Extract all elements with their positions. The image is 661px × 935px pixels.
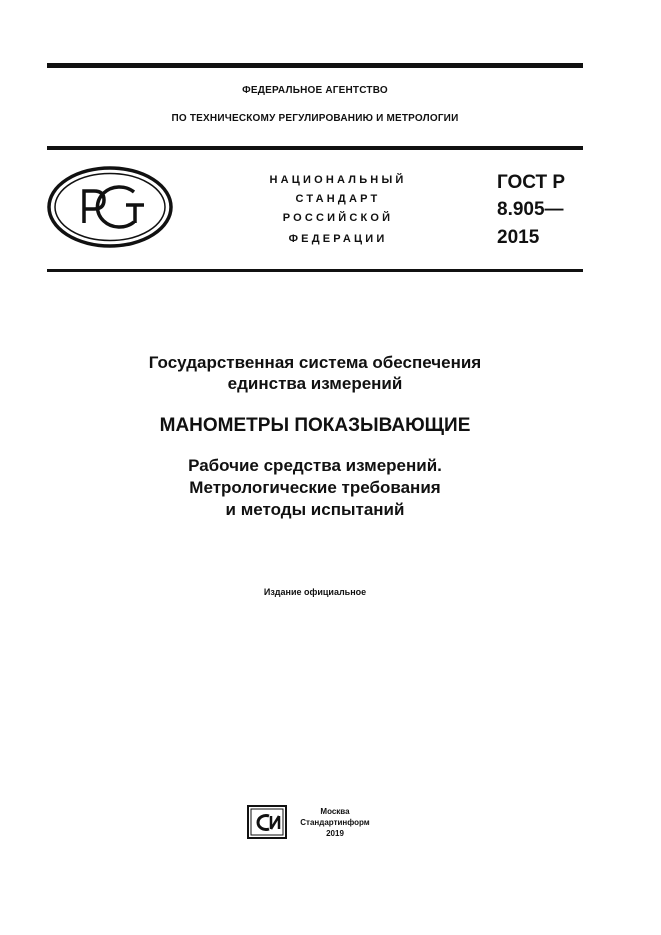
document-subtitle [47,455,583,521]
publisher-city: Москва [320,807,350,816]
agency-line-1: ФЕДЕРАЛЬНОЕ АГЕНТСТВО [242,85,388,96]
series-title [47,352,583,394]
national-line-4: ФЕДЕРАЦИИ [288,233,388,245]
national-line-3: РОССИЙСКОЙ [282,212,394,224]
subtitle-line-3: и методы испытаний [225,500,405,519]
subtitle-line-1: Рабочие средства измерений. [188,456,442,475]
national-line-2: СТАНДАРТ [295,193,381,205]
agency-line-2: ПО ТЕХНИЧЕСКОМУ РЕГУЛИРОВАНИЮ И МЕТРОЛОГИИ [171,113,459,124]
subtitle-line-2: Метрологические требования [189,478,441,497]
publisher-year: 2019 [326,829,344,838]
document-title: МАНОМЕТРЫ ПОКАЗЫВАЮЩИЕ [159,415,471,436]
national-line-1: НАЦИОНАЛЬНЫЙ [269,174,407,186]
edition-label: Издание официальное [263,587,367,597]
publisher-info [296,806,374,839]
rst-certification-mark-icon [46,165,174,249]
gost-line-3: 2015 [497,227,540,248]
gost-line-1: ГОСТ Р [497,172,566,193]
top-rule [47,63,583,68]
gost-line-2: 8.905— [497,199,564,220]
publisher-name: Стандартинформ [300,818,370,827]
series-line-1: Государственная система обеспечения [148,353,482,372]
bottom-rule [47,269,583,272]
standartinform-logo-icon [247,805,287,839]
series-line-2: единства измерений [227,374,403,393]
middle-rule [47,146,583,150]
